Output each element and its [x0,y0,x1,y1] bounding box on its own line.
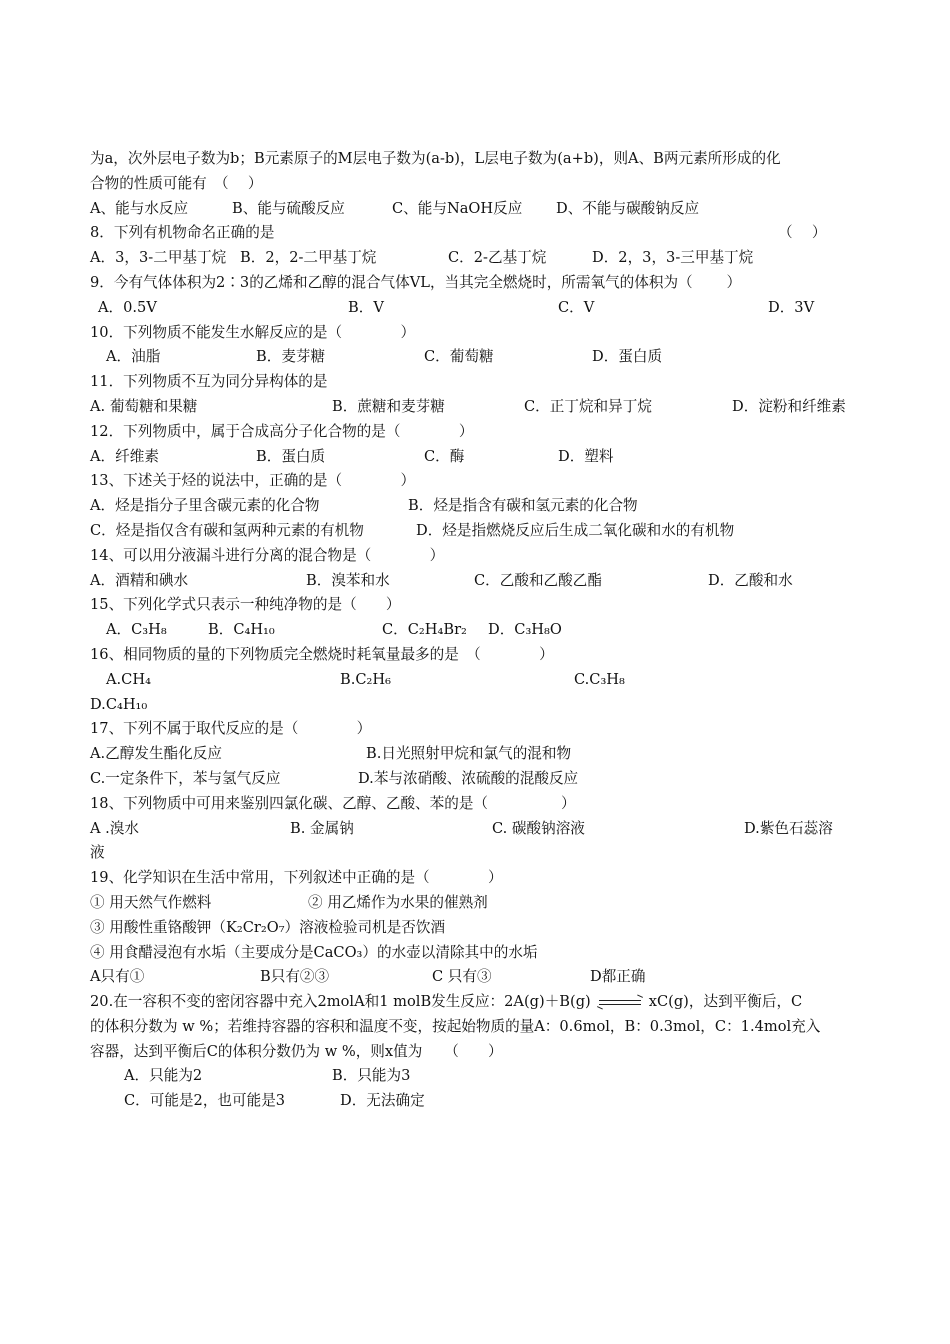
option-d: D．淀粉和纤维素 [732,397,846,415]
text-line [90,172,870,197]
item-4: ④ 用食醋浸泡有水垢（主要成分是CaCO₃）的水壶以清除其中的水垢 [90,943,538,961]
text-line [90,147,870,172]
question-text: 9．今有气体体积为2∶3的乙烯和乙醇的混合气体VL，当其完全燃烧时，所需氧气的体积为（ ） [90,273,742,291]
question-text: 16、相同物质的量的下列物质完全燃烧时耗氧量最多的是 （ ） [90,645,554,663]
question-text: 14、可以用分液漏斗进行分离的混合物是（ ） [90,546,445,564]
q8-options [90,246,870,271]
q12-options [90,445,870,470]
q14-stem [90,544,870,569]
option-d: D．2，3，3-三甲基丁烷 [592,249,754,267]
question-text: 18、下列物质中可用来鉴别四氯化碳、乙醇、乙酸、苯的是（ ） [90,794,576,812]
q13-options-cd [90,519,870,544]
option-c: C.一定条件下，苯与氢气反应 [90,769,281,787]
option-b: B、能与硫酸反应 [232,199,345,217]
q16-options [90,668,870,693]
question-text: 20.在一容积不变的密闭容器中充入2molA和1 molB发生反应：2A(g)＋B(g) [90,993,591,1011]
option-c: C．正丁烷和异丁烷 [524,397,652,415]
option-a: A .溴水 [90,819,140,837]
q15-stem [90,593,870,618]
q13-options-ab [90,494,870,519]
option-b: B．蛋白质 [256,447,326,465]
option-a: A．烃是指分子里含碳元素的化合物 [90,497,320,515]
option-c: C．可能是2，也可能是3 [124,1092,286,1110]
option-a: A．只能为2 [124,1067,203,1085]
option-b: B．溴苯和水 [306,571,390,589]
question-text: 容器，达到平衡后C的体积分数仍为 w %，则x值为 （ ） [90,1042,503,1060]
q20-options-ab [90,1064,870,1089]
option-c: C 只有③ [432,968,492,986]
q13-stem [90,469,870,494]
option-b: B．蔗糖和麦芽糖 [332,397,445,415]
option-b: B. 金属钠 [290,819,354,837]
q9-stem [90,271,870,296]
option-a: A．酒精和碘水 [90,571,189,589]
option-c: C. 碳酸钠溶液 [492,819,585,837]
option-c: C．酶 [424,447,465,465]
option-b: B只有②③ [260,968,330,986]
question-text: 19、化学知识在生活中常用，下列叙述中正确的是（ ） [90,869,503,887]
option-a: A．C₃H₈ [106,621,167,639]
option-b: B．烃是指含有碳和氢元素的化合物 [408,497,638,515]
option-a: A、能与水反应 [90,199,189,217]
option-d-tail: 液 [90,844,105,862]
option-d: D.苯与浓硝酸、浓硫酸的混酸反应 [358,769,579,787]
option-a: A．纤维素 [90,447,159,465]
option-c: C．葡萄糖 [424,348,494,366]
q18-wrap [90,841,870,866]
q8-stem [90,221,870,246]
option-b: B．只能为3 [332,1067,411,1085]
option-a: A.乙醇发生酯化反应 [90,745,222,763]
item-1: ① 用天然气作燃料 [90,893,212,911]
option-a: A．3，3-二甲基丁烷 [90,249,227,267]
option-d: D．蛋白质 [592,348,663,366]
option-d: D.紫色石蕊溶 [744,819,833,837]
question-text: 10．下列物质不能发生水解反应的是（ ） [90,323,416,341]
q17-stem [90,717,870,742]
q15-options [90,618,870,643]
option-c: C．烃是指仅含有碳和氢两种元素的有机物 [90,521,364,539]
option-a: A只有① [90,968,145,986]
option-d: D．无法确定 [340,1092,425,1110]
q17-options-ab [90,742,870,767]
question-text: 15、下列化学式只表示一种纯净物的是（ ） [90,596,401,614]
option-b: B．C₄H₁₀ [208,621,275,639]
option-d: D．3V [768,298,815,316]
question-text: 13、下述关于烃的说法中，正确的是（ ） [90,472,416,490]
q19-item-4 [90,941,870,966]
q20-stem-2 [90,1015,870,1040]
option-b: B．2，2-二甲基丁烷 [240,249,377,267]
q16-options-wrap [90,693,870,718]
option-c: C．2-乙基丁烷 [448,249,547,267]
option-d: D．C₃H₈O [488,621,562,639]
q7-stem-end: 合物的性质可能有 （ ） [90,174,263,192]
q12-stem [90,420,870,445]
q10-options [90,345,870,370]
q14-options [90,569,870,594]
option-a: A.CH₄ [106,670,151,688]
q19-stem [90,866,870,891]
q17-options-cd [90,767,870,792]
q11-options [90,395,870,420]
option-b: B.日光照射甲烷和氯气的混和物 [366,745,572,763]
question-text: 17、下列不属于取代反应的是（ ） [90,720,372,738]
option-d: D．塑料 [558,447,614,465]
option-a: A．油脂 [106,348,161,366]
option-c: C、能与NaOH反应 [392,199,523,217]
question-text: 8．下列有机物命名正确的是 [90,224,275,242]
option-d: D、不能与碳酸钠反应 [556,199,700,217]
option-b: B.C₂H₆ [340,670,391,688]
question-text: 的体积分数为 w %；若维持容器的容积和温度不变，按起始物质的量A：0.6mol，B：0.3mol，C：1.4mol充入 [90,1017,821,1035]
q7-stem-cont: 为a，次外层电子数为b；B元素原子的M层电子数为(a-b)，L层电子数为(a+b)，则A、B两元素所形成的化 [90,150,781,167]
q10-stem [90,321,870,346]
reversible-arrow-icon [597,997,643,1007]
q7-options [90,197,870,222]
option-d: D．烃是指燃烧反应后生成二氧化碳和水的有机物 [416,521,735,539]
exam-page [90,147,870,1114]
option-c: C.C₃H₈ [574,670,625,688]
q20-options-cd [90,1089,870,1114]
q9-options [90,296,870,321]
option-d: D．乙酸和水 [708,571,793,589]
q20-stem-1 [90,990,870,1015]
q18-options [90,817,870,842]
option-b: B．麦芽糖 [256,348,326,366]
q19-items-12 [90,891,870,916]
option-c: C．C₂H₄Br₂ [382,621,467,639]
q16-stem [90,643,870,668]
q19-options [90,965,870,990]
q11-stem [90,370,870,395]
q19-item-3 [90,916,870,941]
item-3: ③ 用酸性重铬酸钾（K₂Cr₂O₇）溶液检验司机是否饮酒 [90,918,446,936]
option-c: C．V [558,298,595,316]
option-d: D都正确 [590,968,646,986]
answer-paren: （ ） [778,224,827,242]
question-text: 12．下列物质中，属于合成高分子化合物的是（ ） [90,422,474,440]
option-c: C．乙酸和乙酸乙酯 [474,571,602,589]
option-a: A．0.5V [98,298,157,316]
q18-stem [90,792,870,817]
option-b: B．V [348,298,384,316]
question-text-cont: xC(g)，达到平衡后，C [648,993,803,1011]
item-2: ② 用乙烯作为水果的催熟剂 [308,893,488,911]
option-d: D.C₄H₁₀ [90,695,148,713]
option-a: A. 葡萄糖和果糖 [90,397,198,415]
question-text: 11．下列物质不互为同分异构体的是 [90,373,328,391]
q20-stem-3 [90,1040,870,1065]
